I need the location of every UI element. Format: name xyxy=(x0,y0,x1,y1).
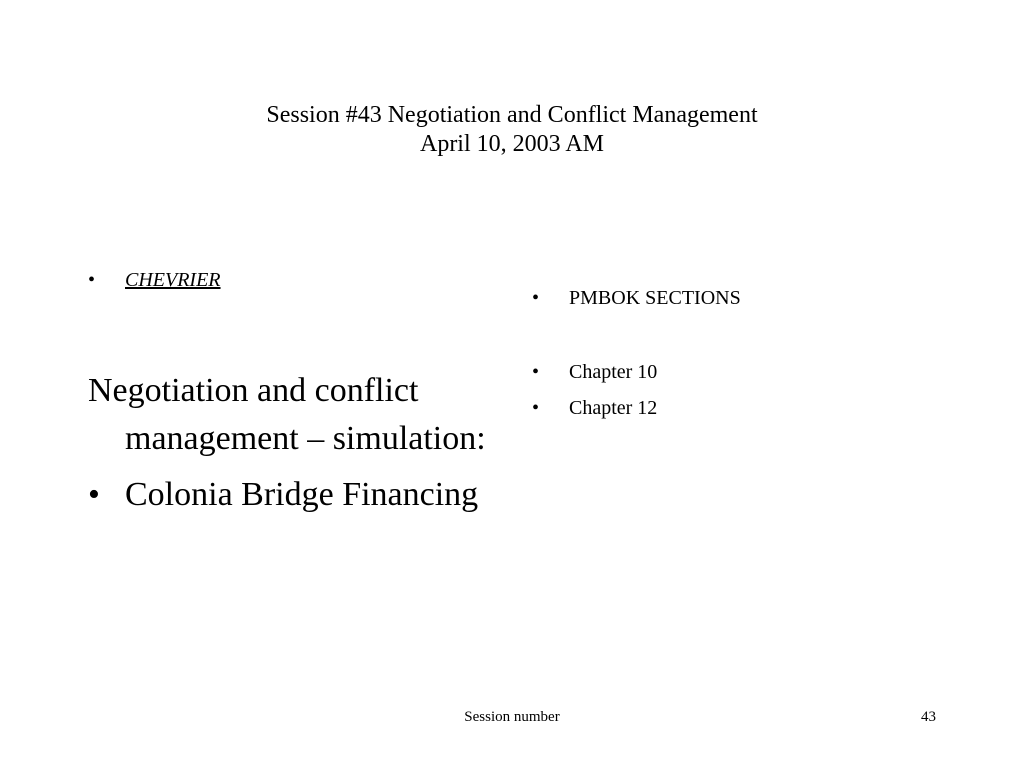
title-line-1: Session #43 Negotiation and Conflict Management xyxy=(266,102,758,128)
simulation-case-bullet xyxy=(88,471,508,519)
spacer xyxy=(532,313,972,357)
presenter-name: CHEVRIER xyxy=(125,269,221,291)
chapter-item: Chapter 10 xyxy=(569,361,658,383)
bullet-icon: • xyxy=(88,269,96,291)
left-column xyxy=(88,265,508,519)
footer-session-label: Session number xyxy=(464,709,560,725)
pmbok-sections-heading: PMBOK SECTIONS xyxy=(569,287,741,309)
chapter-item: Chapter 12 xyxy=(569,397,658,419)
bullet-icon: • xyxy=(532,287,540,309)
bullet-icon: • xyxy=(88,476,100,513)
presenter-bullet xyxy=(88,265,508,295)
bullet-icon: • xyxy=(532,397,540,419)
footer-page-number: 43 xyxy=(921,709,936,725)
title-line-2: April 10, 2003 AM xyxy=(419,131,604,157)
right-column xyxy=(532,283,972,423)
list-item xyxy=(532,357,972,387)
list-item xyxy=(532,283,972,313)
list-item xyxy=(532,393,972,423)
simulation-description: Negotiation and conflict management – simulation: xyxy=(88,372,486,457)
bullet-icon: • xyxy=(532,361,540,383)
slide-title xyxy=(0,101,1024,159)
simulation-case-name: Colonia Bridge Financing xyxy=(125,476,479,513)
